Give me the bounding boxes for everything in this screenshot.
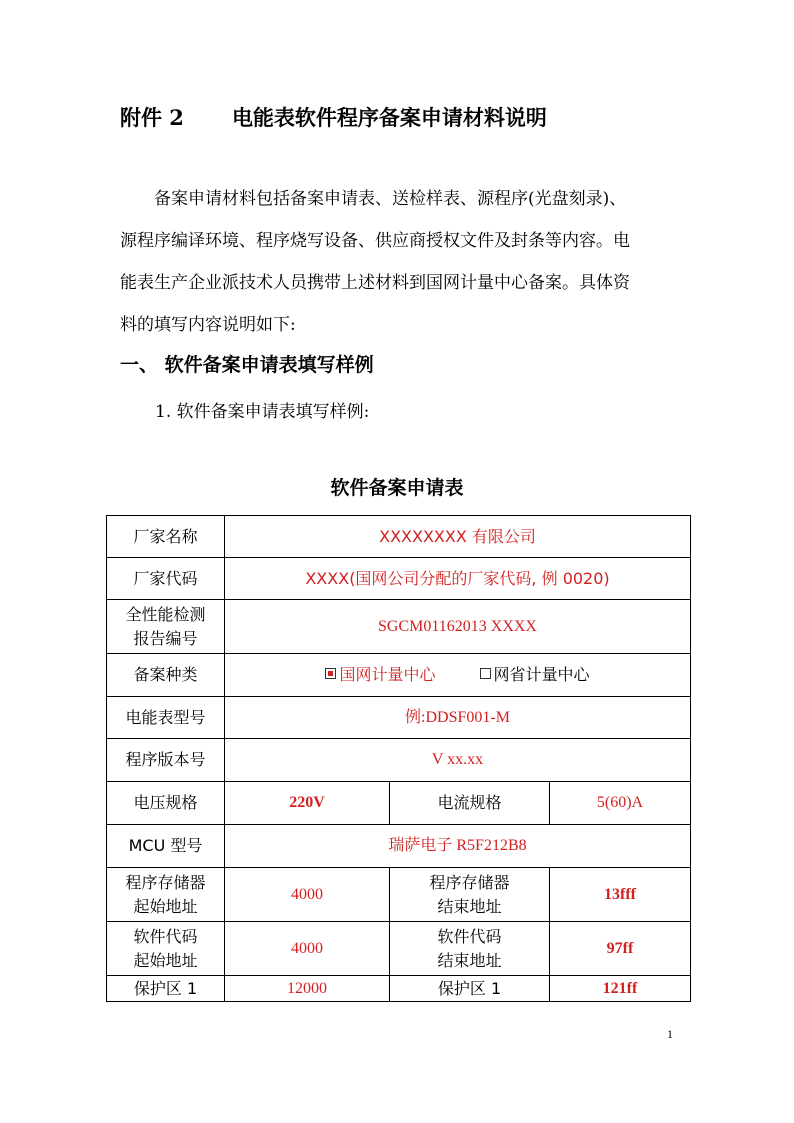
intro-line: 料的填写内容说明如下: <box>120 315 296 335</box>
table-row <box>107 868 691 922</box>
manufacturer-name-label: 厂家名称 <box>107 516 225 558</box>
sw-code-start-label-line2: 起始地址 <box>133 950 198 970</box>
sw-code-start-label-line1: 软件代码 <box>133 926 198 946</box>
prog-mem-start-label-line1: 程序存储器 <box>125 872 206 892</box>
manufacturer-code-value: XXXX(国网公司分配的厂家代码, 例 0020) <box>225 558 691 600</box>
protect-start-label: 保护区 1 <box>107 976 225 1002</box>
title-text: 电能表软件程序备案申请材料说明 <box>231 105 547 130</box>
checkbox-checked-icon[interactable] <box>325 668 336 679</box>
checkbox-unchecked-icon[interactable] <box>480 668 491 679</box>
protect-end-value: 121ff <box>550 976 691 1002</box>
table-row <box>107 782 691 825</box>
program-version-label: 程序版本号 <box>107 739 225 782</box>
table-row <box>107 600 691 654</box>
table-row <box>107 697 691 739</box>
protect-end-label: 保护区 1 <box>390 976 550 1002</box>
prog-mem-end-label <box>390 868 550 922</box>
filing-type-options <box>225 654 691 697</box>
report-no-value: SGCM01162013 XXXX <box>225 600 691 654</box>
application-form-table <box>106 515 691 1002</box>
voltage-label: 电压规格 <box>107 782 225 825</box>
table-row <box>107 558 691 600</box>
filing-option-state: 国网计量中心 <box>339 665 436 684</box>
report-no-label-line2: 报告编号 <box>133 628 198 648</box>
prog-mem-start-value: 4000 <box>225 868 390 922</box>
program-version-value: V xx.xx <box>225 739 691 782</box>
prog-mem-end-label-line2: 结束地址 <box>437 896 502 916</box>
prog-mem-end-label-line1: 程序存储器 <box>429 872 510 892</box>
sw-code-end-label-line2: 结束地址 <box>437 950 502 970</box>
sw-code-end-label <box>390 922 550 976</box>
form-title: 软件备案申请表 <box>330 477 464 499</box>
manufacturer-name-value: XXXXXXXX 有限公司 <box>225 516 691 558</box>
prog-mem-start-label <box>107 868 225 922</box>
filing-option-province: 网省计量中心 <box>493 665 590 684</box>
meter-model-value: 例:DDSF001-M <box>225 697 691 739</box>
intro-paragraph <box>120 178 680 346</box>
intro-line: 源程序编译环境、程序烧写设备、供应商授权文件及封条等内容。电 <box>120 231 630 251</box>
document-title <box>120 102 547 132</box>
report-no-label <box>107 600 225 654</box>
meter-model-label: 电能表型号 <box>107 697 225 739</box>
sw-code-end-value: 97ff <box>550 922 691 976</box>
intro-line: 备案申请材料包括备案申请表、送检样表、源程序(光盘刻录)、 <box>154 189 627 209</box>
protect-start-value: 12000 <box>225 976 390 1002</box>
page-number: 1 <box>667 1027 673 1041</box>
current-label: 电流规格 <box>390 782 550 825</box>
attachment-label: 附件 2 <box>120 105 184 130</box>
mcu-value: 瑞萨电子 R5F212B8 <box>225 825 691 868</box>
table-row <box>107 825 691 868</box>
table-row <box>107 976 691 1002</box>
section-heading: 一、 软件备案申请表填写样例 <box>120 354 374 376</box>
sw-code-end-label-line1: 软件代码 <box>437 926 502 946</box>
table-row <box>107 654 691 697</box>
report-no-label-line1: 全性能检测 <box>125 604 206 624</box>
table-row <box>107 739 691 782</box>
table-row <box>107 922 691 976</box>
sw-code-start-value: 4000 <box>225 922 390 976</box>
voltage-value: 220V <box>225 782 390 825</box>
prog-mem-end-value: 13fff <box>550 868 691 922</box>
manufacturer-code-label: 厂家代码 <box>107 558 225 600</box>
sw-code-start-label <box>107 922 225 976</box>
filing-type-label: 备案种类 <box>107 654 225 697</box>
prog-mem-start-label-line2: 起始地址 <box>133 896 198 916</box>
mcu-label: MCU 型号 <box>107 825 225 868</box>
table-row <box>107 516 691 558</box>
current-value: 5(60)A <box>550 782 691 825</box>
section-subheading: 1. 软件备案申请表填写样例: <box>155 402 370 422</box>
intro-line: 能表生产企业派技术人员携带上述材料到国网计量中心备案。具体资 <box>120 273 630 293</box>
